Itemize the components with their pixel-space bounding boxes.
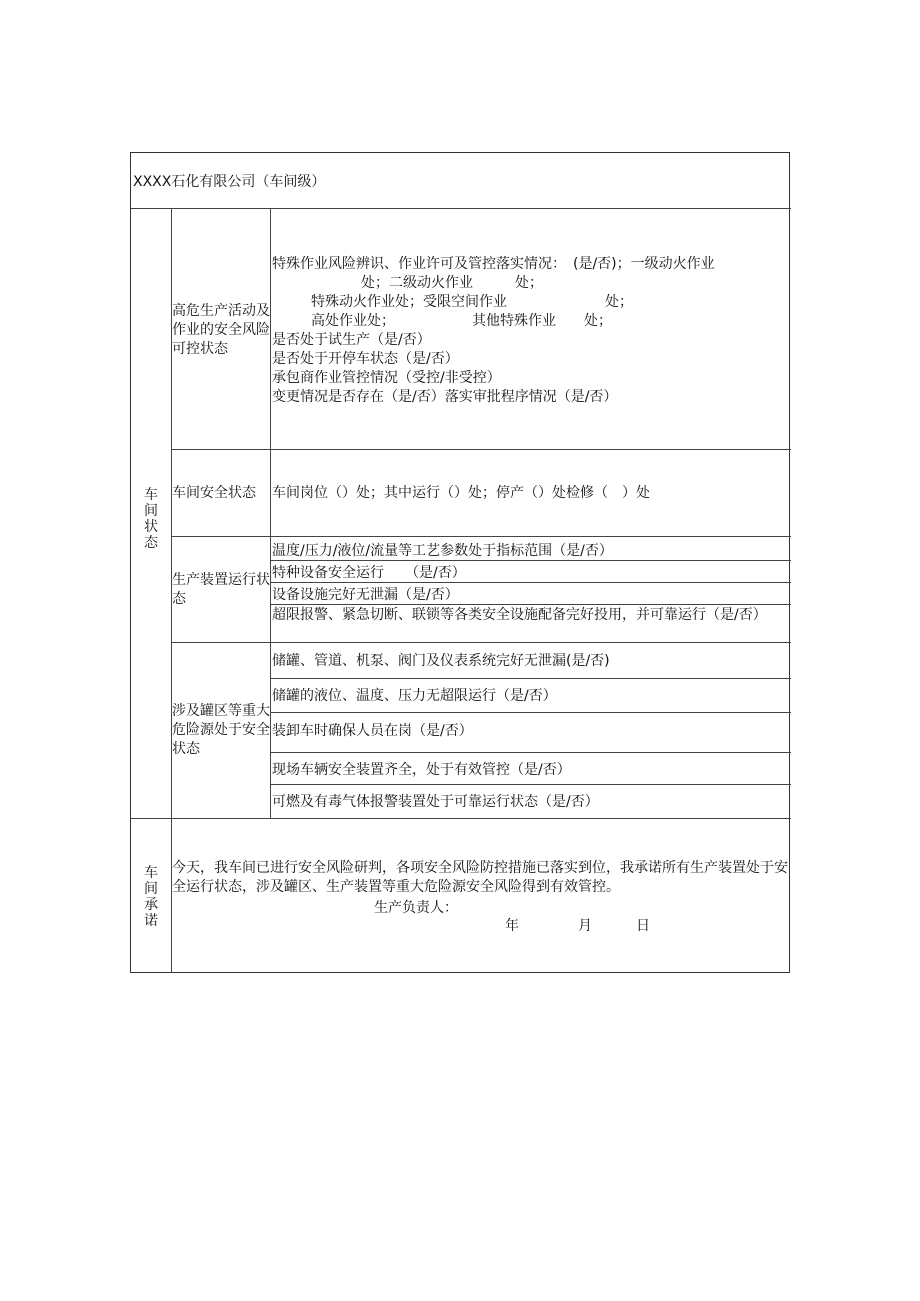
tank-area-item: 储罐的液位、温度、压力无超限运行（是/否） [272, 688, 557, 704]
date-month: 月 [578, 918, 592, 934]
signer-label: 生产负责人： [374, 900, 458, 916]
section-commit-label: 车间承诺 [144, 865, 158, 929]
tank-area-item: 装卸车时确保人员在岗（是/否） [272, 723, 473, 739]
high-risk-line: 高处作业处； 其他特殊作业 处； [311, 313, 612, 329]
col-divider-2 [270, 208, 271, 818]
title-divider [131, 208, 791, 209]
divider-tank-1 [271, 678, 791, 679]
production-item: 超限报警、紧急切断、联锁等各类安全设施配备完好投用，并可靠运行（是/否） [272, 607, 767, 623]
high-risk-line: 承包商作业管控情况（受控/非受控） [272, 370, 501, 386]
high-risk-line: 是否处于开停车状态（是/否） [272, 351, 459, 367]
high-risk-line: 处；二级动火作业 处； [361, 275, 543, 291]
high-risk-line: 变更情况是否存在（是/否）落实审批程序情况（是/否） [272, 389, 618, 405]
production-item: 特种设备安全运行 （是/否） [272, 565, 466, 581]
high-risk-line: 特殊动火作业处；受限空间作业 处； [311, 294, 633, 310]
divider-tank-3 [271, 752, 791, 753]
tank-area-item: 储罐、管道、机泵、阀门及仪表系统完好无泄漏(是/否) [272, 653, 610, 669]
divider-commit [131, 818, 791, 819]
divider-high-risk [171, 449, 791, 450]
report-form [130, 152, 790, 973]
production-item: 设备设施完好无泄漏（是/否） [272, 587, 459, 603]
workshop-safety-text: 车间岗位（）处；其中运行（）处；停产（）处检修（ ）处 [272, 485, 650, 501]
tank-area-label: 涉及罐区等重大危险源处于安全状态 [172, 703, 270, 757]
divider-workshop [171, 536, 791, 537]
commitment-text: 今天，我车间已进行安全风险研判，各项安全风险防控措施已落实到位，我承诺所有生产装置处于安全运行状态，涉及罐区、生产装置等重大危险源安全风险得到有效管控。 [172, 860, 788, 895]
production-label: 生产装置运行状态 [172, 572, 270, 607]
tank-area-item: 现场车辆安全装置齐全，处于有效管控（是/否） [272, 762, 571, 778]
date-year: 年 [505, 918, 519, 934]
high-risk-label: 高危生产活动及作业的安全风险可控状态 [172, 303, 270, 357]
production-item: 温度/压力/液位/流量等工艺参数处于指标范围（是/否） [272, 543, 613, 559]
divider-tank-2 [271, 712, 791, 713]
tank-area-item: 可燃及有毒气体报警装置处于可靠运行状态（是/否） [272, 794, 599, 810]
divider-tank-4 [271, 784, 791, 785]
high-risk-line: 特殊作业风险辨识、作业许可及管控落实情况： (是/否)；一级动火作业 [272, 256, 715, 272]
workshop-safety-label: 车间安全状态 [172, 485, 256, 501]
date-day: 日 [636, 918, 650, 934]
section-status-label: 车间状态 [144, 487, 158, 551]
high-risk-line: 是否处于试生产（是/否） [272, 332, 431, 348]
divider-production [171, 642, 791, 643]
form-title: XXXX石化有限公司（车间级） [133, 174, 326, 190]
